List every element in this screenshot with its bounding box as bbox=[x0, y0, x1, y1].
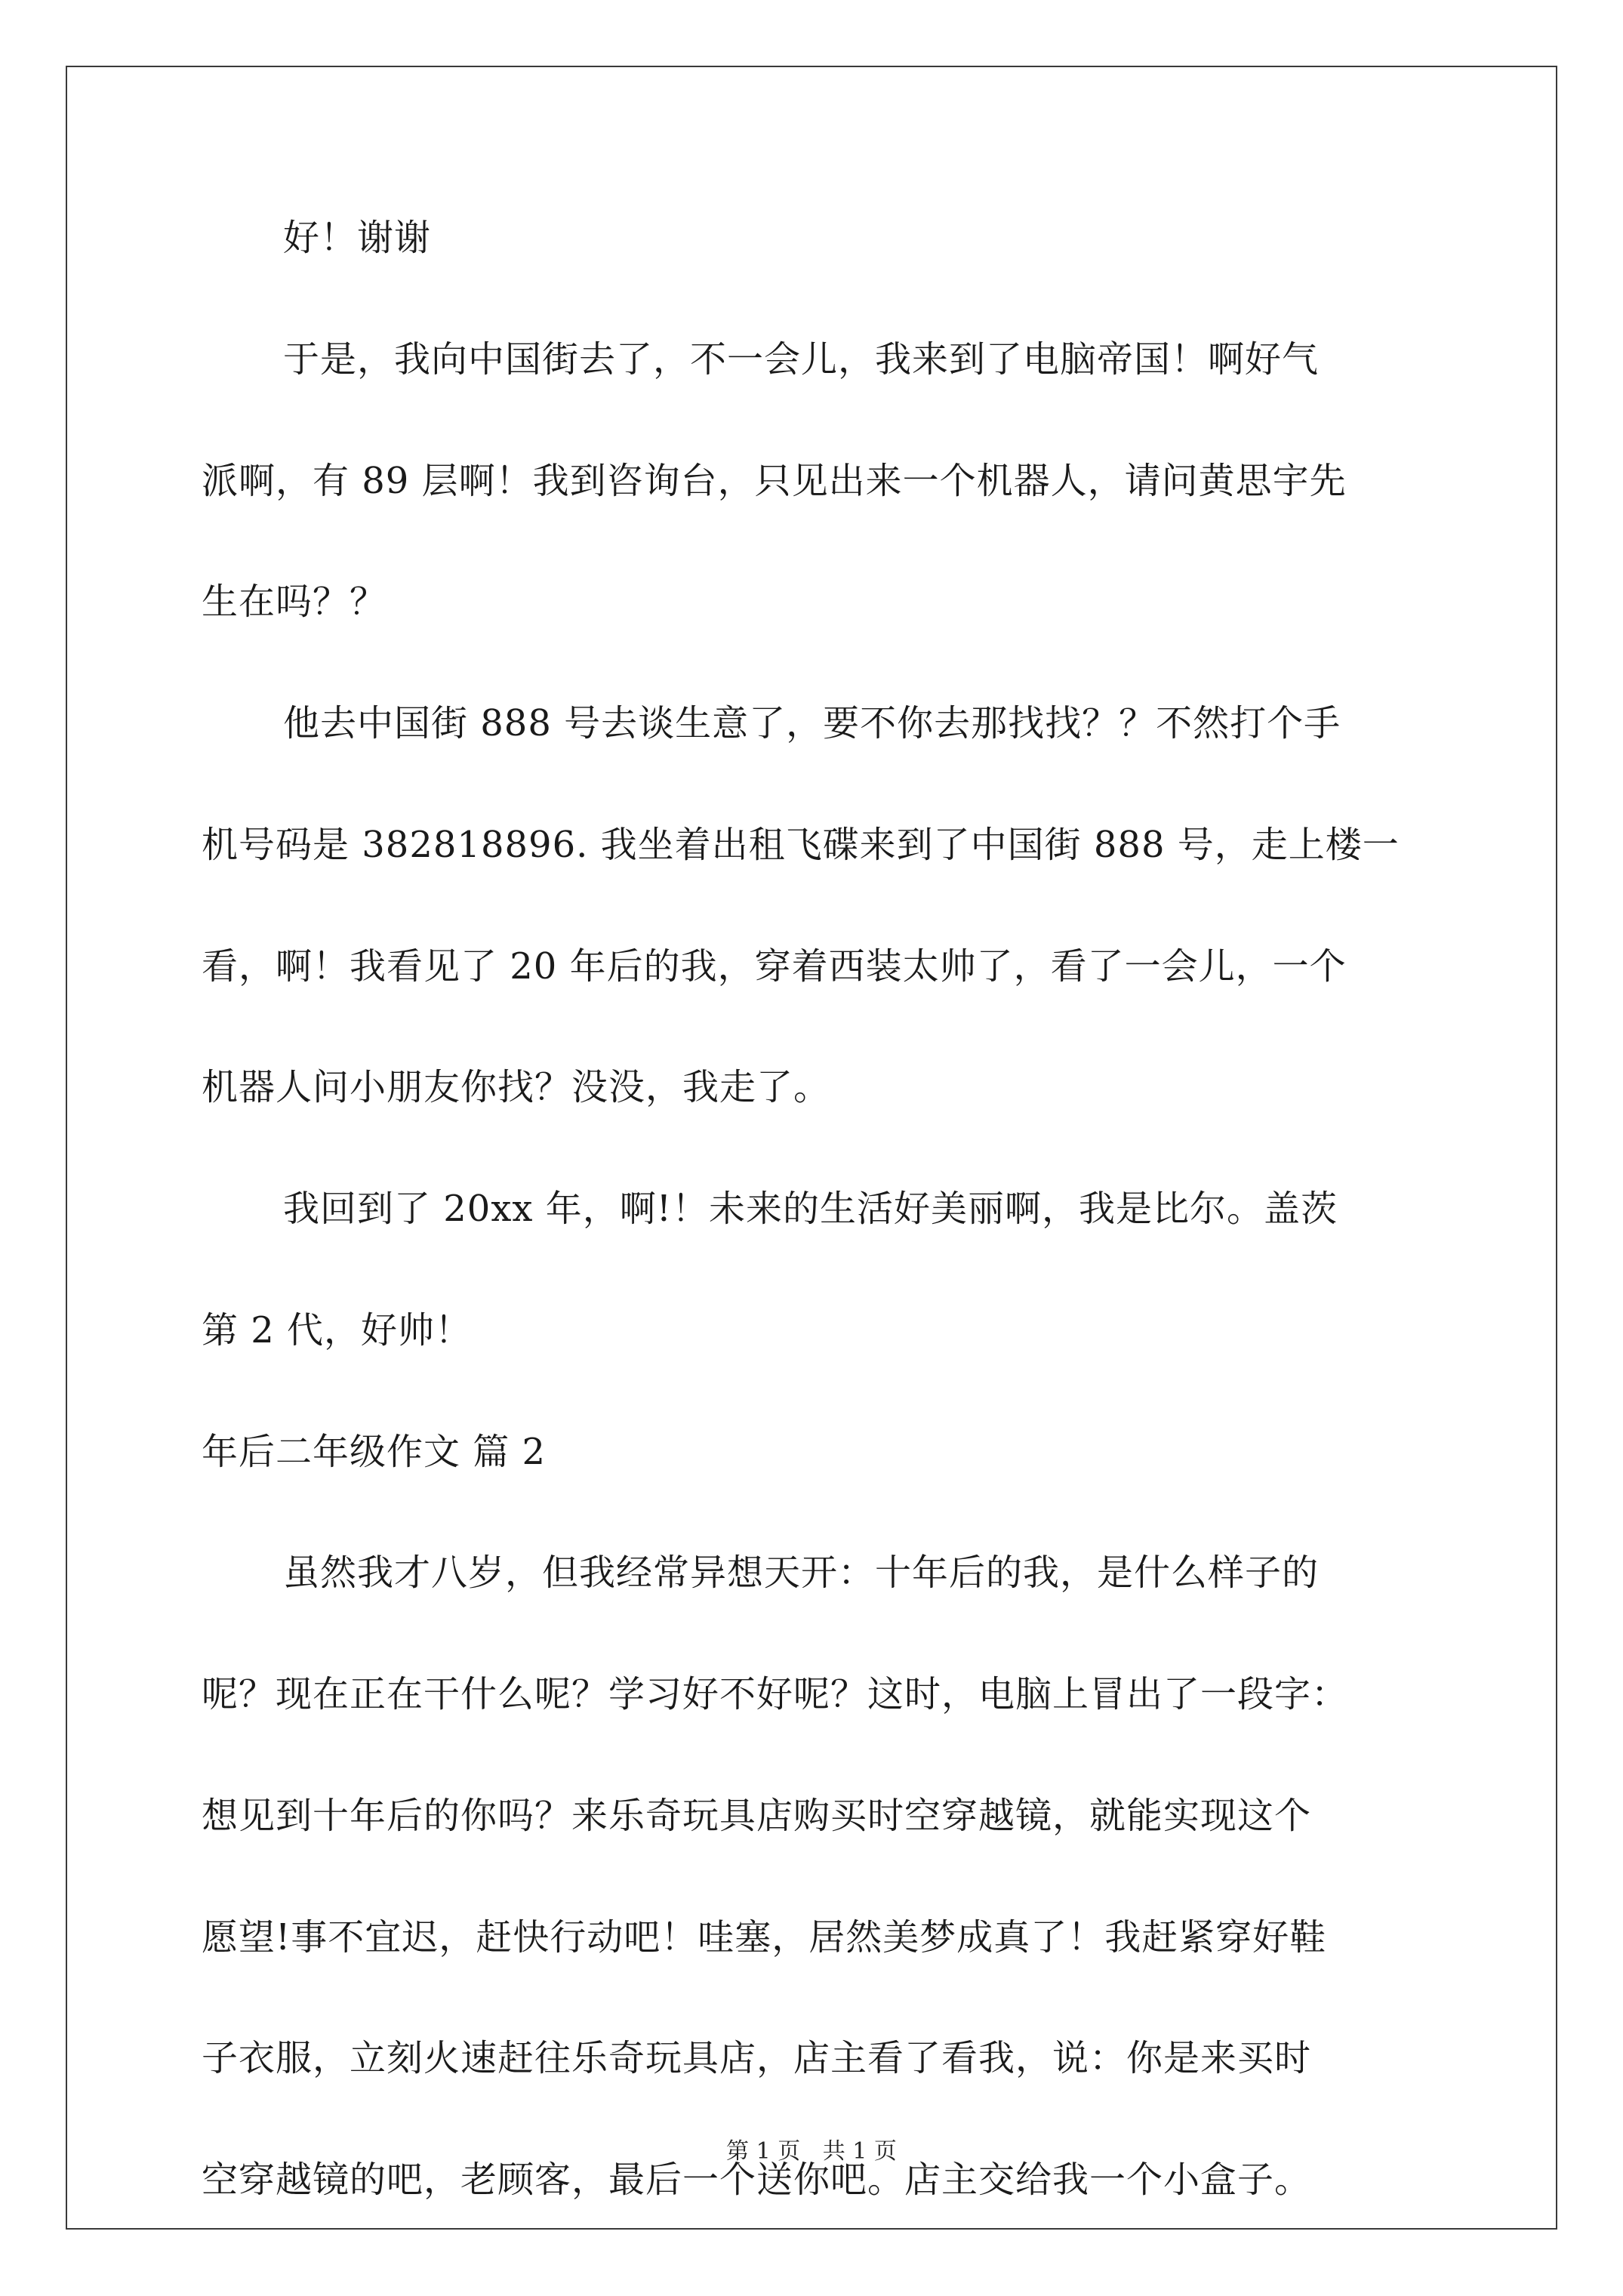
page-border bbox=[66, 66, 1557, 2230]
paragraph-line: 好！谢谢 bbox=[283, 217, 432, 259]
paragraph-line: 我回到了 20xx 年，啊!！未来的生活好美丽啊，我是比尔。盖茨 bbox=[283, 1188, 1338, 1230]
section-heading: 年后二年级作文 篇 2 bbox=[202, 1431, 547, 1473]
paragraph-line: 机号码是 382818896. 我坐着出租飞碟来到了中国街 888 号，走上楼一 bbox=[202, 824, 1400, 866]
paragraph-line: 空穿越镜的吧，老顾客，最后一个送你吧。店主交给我一个小盒子。 bbox=[202, 2159, 1312, 2201]
paragraph-line: 派啊，有 89 层啊！我到咨询台，只见出来一个机器人，请问黄思宇先 bbox=[202, 460, 1347, 502]
paragraph-line: 生在吗？？ bbox=[202, 581, 387, 623]
paragraph-line: 虽然我才八岁，但我经常异想天开：十年后的我，是什么样子的 bbox=[283, 1552, 1320, 1594]
paragraph-line: 第 2 代，好帅！ bbox=[202, 1309, 473, 1351]
paragraph-line: 于是，我向中国街去了，不一会儿，我来到了电脑帝国！啊好气 bbox=[283, 338, 1320, 381]
page-total: 共 1 页 bbox=[822, 2138, 897, 2165]
paragraph-line: 想见到十年后的你吗？来乐奇玩具店购买时空穿越镜，就能实现这个 bbox=[202, 1795, 1312, 1837]
page-footer bbox=[0, 2137, 1623, 2167]
paragraph-line: 看，啊！我看见了 20 年后的我，穿着西装太帅了，看了一会儿，一个 bbox=[202, 945, 1347, 988]
paragraph-line: 机器人问小朋友你找？没没，我走了。 bbox=[202, 1066, 831, 1108]
page-number: 第 1 页 bbox=[726, 2138, 801, 2165]
paragraph-line: 子衣服，立刻火速赶往乐奇玩具店，店主看了看我，说：你是来买时 bbox=[202, 2037, 1312, 2079]
paragraph-line: 他去中国街 888 号去谈生意了，要不你去那找找？？不然打个手 bbox=[283, 702, 1341, 744]
paragraph-line: 呢？现在正在干什么呢？学习好不好呢？这时，电脑上冒出了一段字： bbox=[202, 1673, 1349, 1715]
paragraph-line: 愿望!事不宜迟，赶快行动吧！哇塞，居然美梦成真了！我赶紧穿好鞋 bbox=[202, 1916, 1327, 1959]
